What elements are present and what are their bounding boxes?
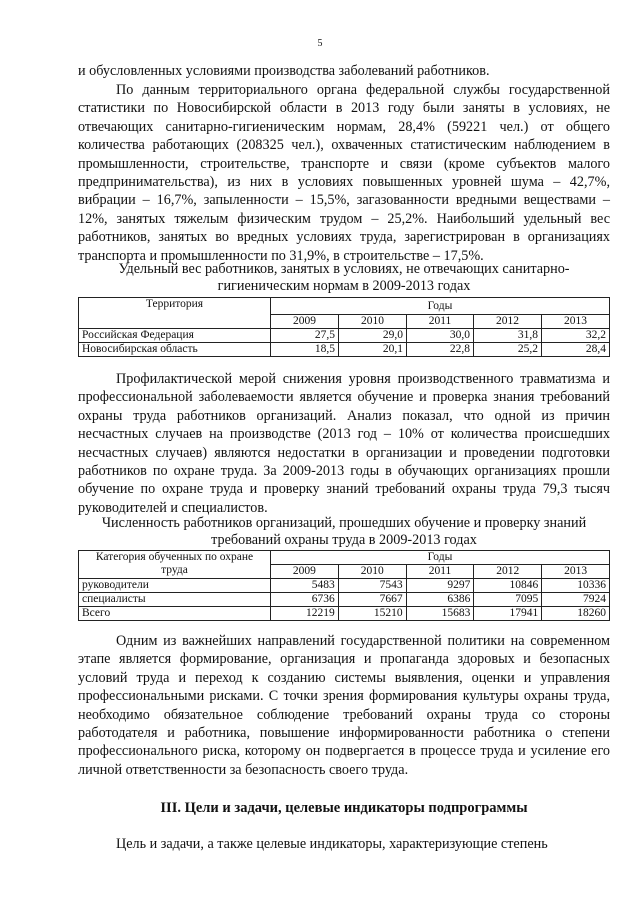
- table1-cell: 25,2: [474, 343, 542, 357]
- table2-cell: 18260: [542, 607, 610, 621]
- table2-year: 2011: [406, 565, 474, 579]
- table1-cell: 32,2: [541, 329, 609, 343]
- table1-header-years: Годы: [271, 298, 610, 315]
- table-unhealthy-conditions: [78, 297, 610, 357]
- table2-row-label: Всего: [79, 607, 271, 621]
- table2-caption: Численность работников организаций, прошедших обучение и проверку знаний требований охраны труда в 2009-2013 годах: [101, 515, 587, 548]
- table2-cell: 7924: [542, 593, 610, 607]
- paragraph-prevention: Профилактической мерой снижения уровня производственного травматизма и профессиональной заболеваемости является обучение и проверка знания требований охраны труда работников организаций. Анализ показал, что одной из причин несчастных случаев на производстве (2013 год – 10% от количества происшедших несчастных случаев) являются недостатки в организации и проведении подготовки работников по охране труда. За 2009-2013 годы в обучающих организациях прошли обучение по охране труда и проверку знаний требований охраны труда 79,3 тысяч руководителей и специалистов.: [78, 371, 610, 516]
- table1-cell: 28,4: [541, 343, 609, 357]
- table2-year: 2012: [474, 565, 542, 579]
- table2-cell: 15683: [406, 607, 474, 621]
- table-row: [79, 607, 610, 621]
- table1-cell: 27,5: [271, 329, 339, 343]
- table-row: [79, 579, 610, 593]
- table1-cell: 30,0: [406, 329, 473, 343]
- table2-cell: 6386: [406, 593, 474, 607]
- table1-row-label: Новосибирская область: [79, 343, 271, 357]
- table2-year: 2013: [542, 565, 610, 579]
- table1-year: 2013: [541, 315, 609, 329]
- table2-cell: 7667: [338, 593, 406, 607]
- table1-year: 2010: [338, 315, 406, 329]
- paragraph-intro-tail: и обусловленных условиями производства заболеваний работников.: [78, 63, 490, 79]
- table1-cell: 20,1: [338, 343, 406, 357]
- table2-cell: 6736: [271, 593, 339, 607]
- table-row: [79, 329, 610, 343]
- table2-year: 2010: [338, 565, 406, 579]
- table2-year: 2009: [271, 565, 339, 579]
- section-heading: III. Цели и задачи, целевые индикаторы подпрограммы: [160, 800, 528, 816]
- table1-year: 2011: [406, 315, 473, 329]
- table1-header-territory: Территория: [79, 298, 271, 329]
- table2-cell: 7095: [474, 593, 542, 607]
- table-row: [79, 343, 610, 357]
- table1-year: 2009: [271, 315, 339, 329]
- table2-cell: 5483: [271, 579, 339, 593]
- table1-cell: 31,8: [474, 329, 542, 343]
- table1-row-label: Российская Федерация: [79, 329, 271, 343]
- table-trained-workers: [78, 550, 610, 621]
- table2-cell: 17941: [474, 607, 542, 621]
- table2-row-label: специалисты: [79, 593, 271, 607]
- table-row: [79, 593, 610, 607]
- table1-caption: Удельный вес работников, занятых в условиях, не отвечающих санитарно-гигиеническим нормам в 2009-2013 годах: [118, 261, 570, 294]
- paragraph-statistics: По данным территориального органа федеральной службы государственной статистики по Новосибирской области в 2013 году были заняты в условиях, не отвечающих санитарно-гигиеническим нормам, 28,4% (59221 чел.) от общего количества работающих (208325 чел.), охваченных статистическим наблюдением в промышленности, строительстве, транспорте и связи (кроме субъектов малого предпринимательства), из них в условиях повышенных уровней шума – 42,7%, вибрации – 16,7%, запыленности – 15,5%, загазованности вредными веществами – 12%, занятых тяжелым физическим трудом – 25,2%. Наибольший удельный вес работников, занятых во вредных условиях труда, зарегистрирован в организациях транспорта и промышленности по 31,9%, в строительстве – 17,5%.: [78, 82, 610, 264]
- table2-cell: 10336: [542, 579, 610, 593]
- table1-cell: 22,8: [406, 343, 473, 357]
- table2-cell: 9297: [406, 579, 474, 593]
- table2-cell: 7543: [338, 579, 406, 593]
- paragraph-state-policy: Одним из важнейших направлений государственной политики на современном этапе является формирование, организация и пропаганда здоровых и безопасных условий труда и переход к созданию системы выявления, оценки и управления профессиональными рисками. С точки зрения формирования культуры охраны труда, необходимо обязательное соблюдение требований охраны труда со стороны работодателя и работника, повышение информированности работника о степени профессионального риска, которому он подвергается в процессе труда и усиление его личной ответственности за безопасность своего труда.: [78, 633, 610, 778]
- table2-cell: 10846: [474, 579, 542, 593]
- table2-header-years: Годы: [271, 551, 610, 565]
- table2-cell: 15210: [338, 607, 406, 621]
- table1-year: 2012: [474, 315, 542, 329]
- table2-header-category: Категория обученных по охране труда: [79, 551, 271, 579]
- table1-cell: 29,0: [338, 329, 406, 343]
- table1-cell: 18,5: [271, 343, 339, 357]
- page-number: 5: [317, 38, 323, 49]
- table2-cell: 12219: [271, 607, 339, 621]
- paragraph-goals: Цель и задачи, а также целевые индикаторы, характеризующие степень: [116, 836, 548, 852]
- table2-row-label: руководители: [79, 579, 271, 593]
